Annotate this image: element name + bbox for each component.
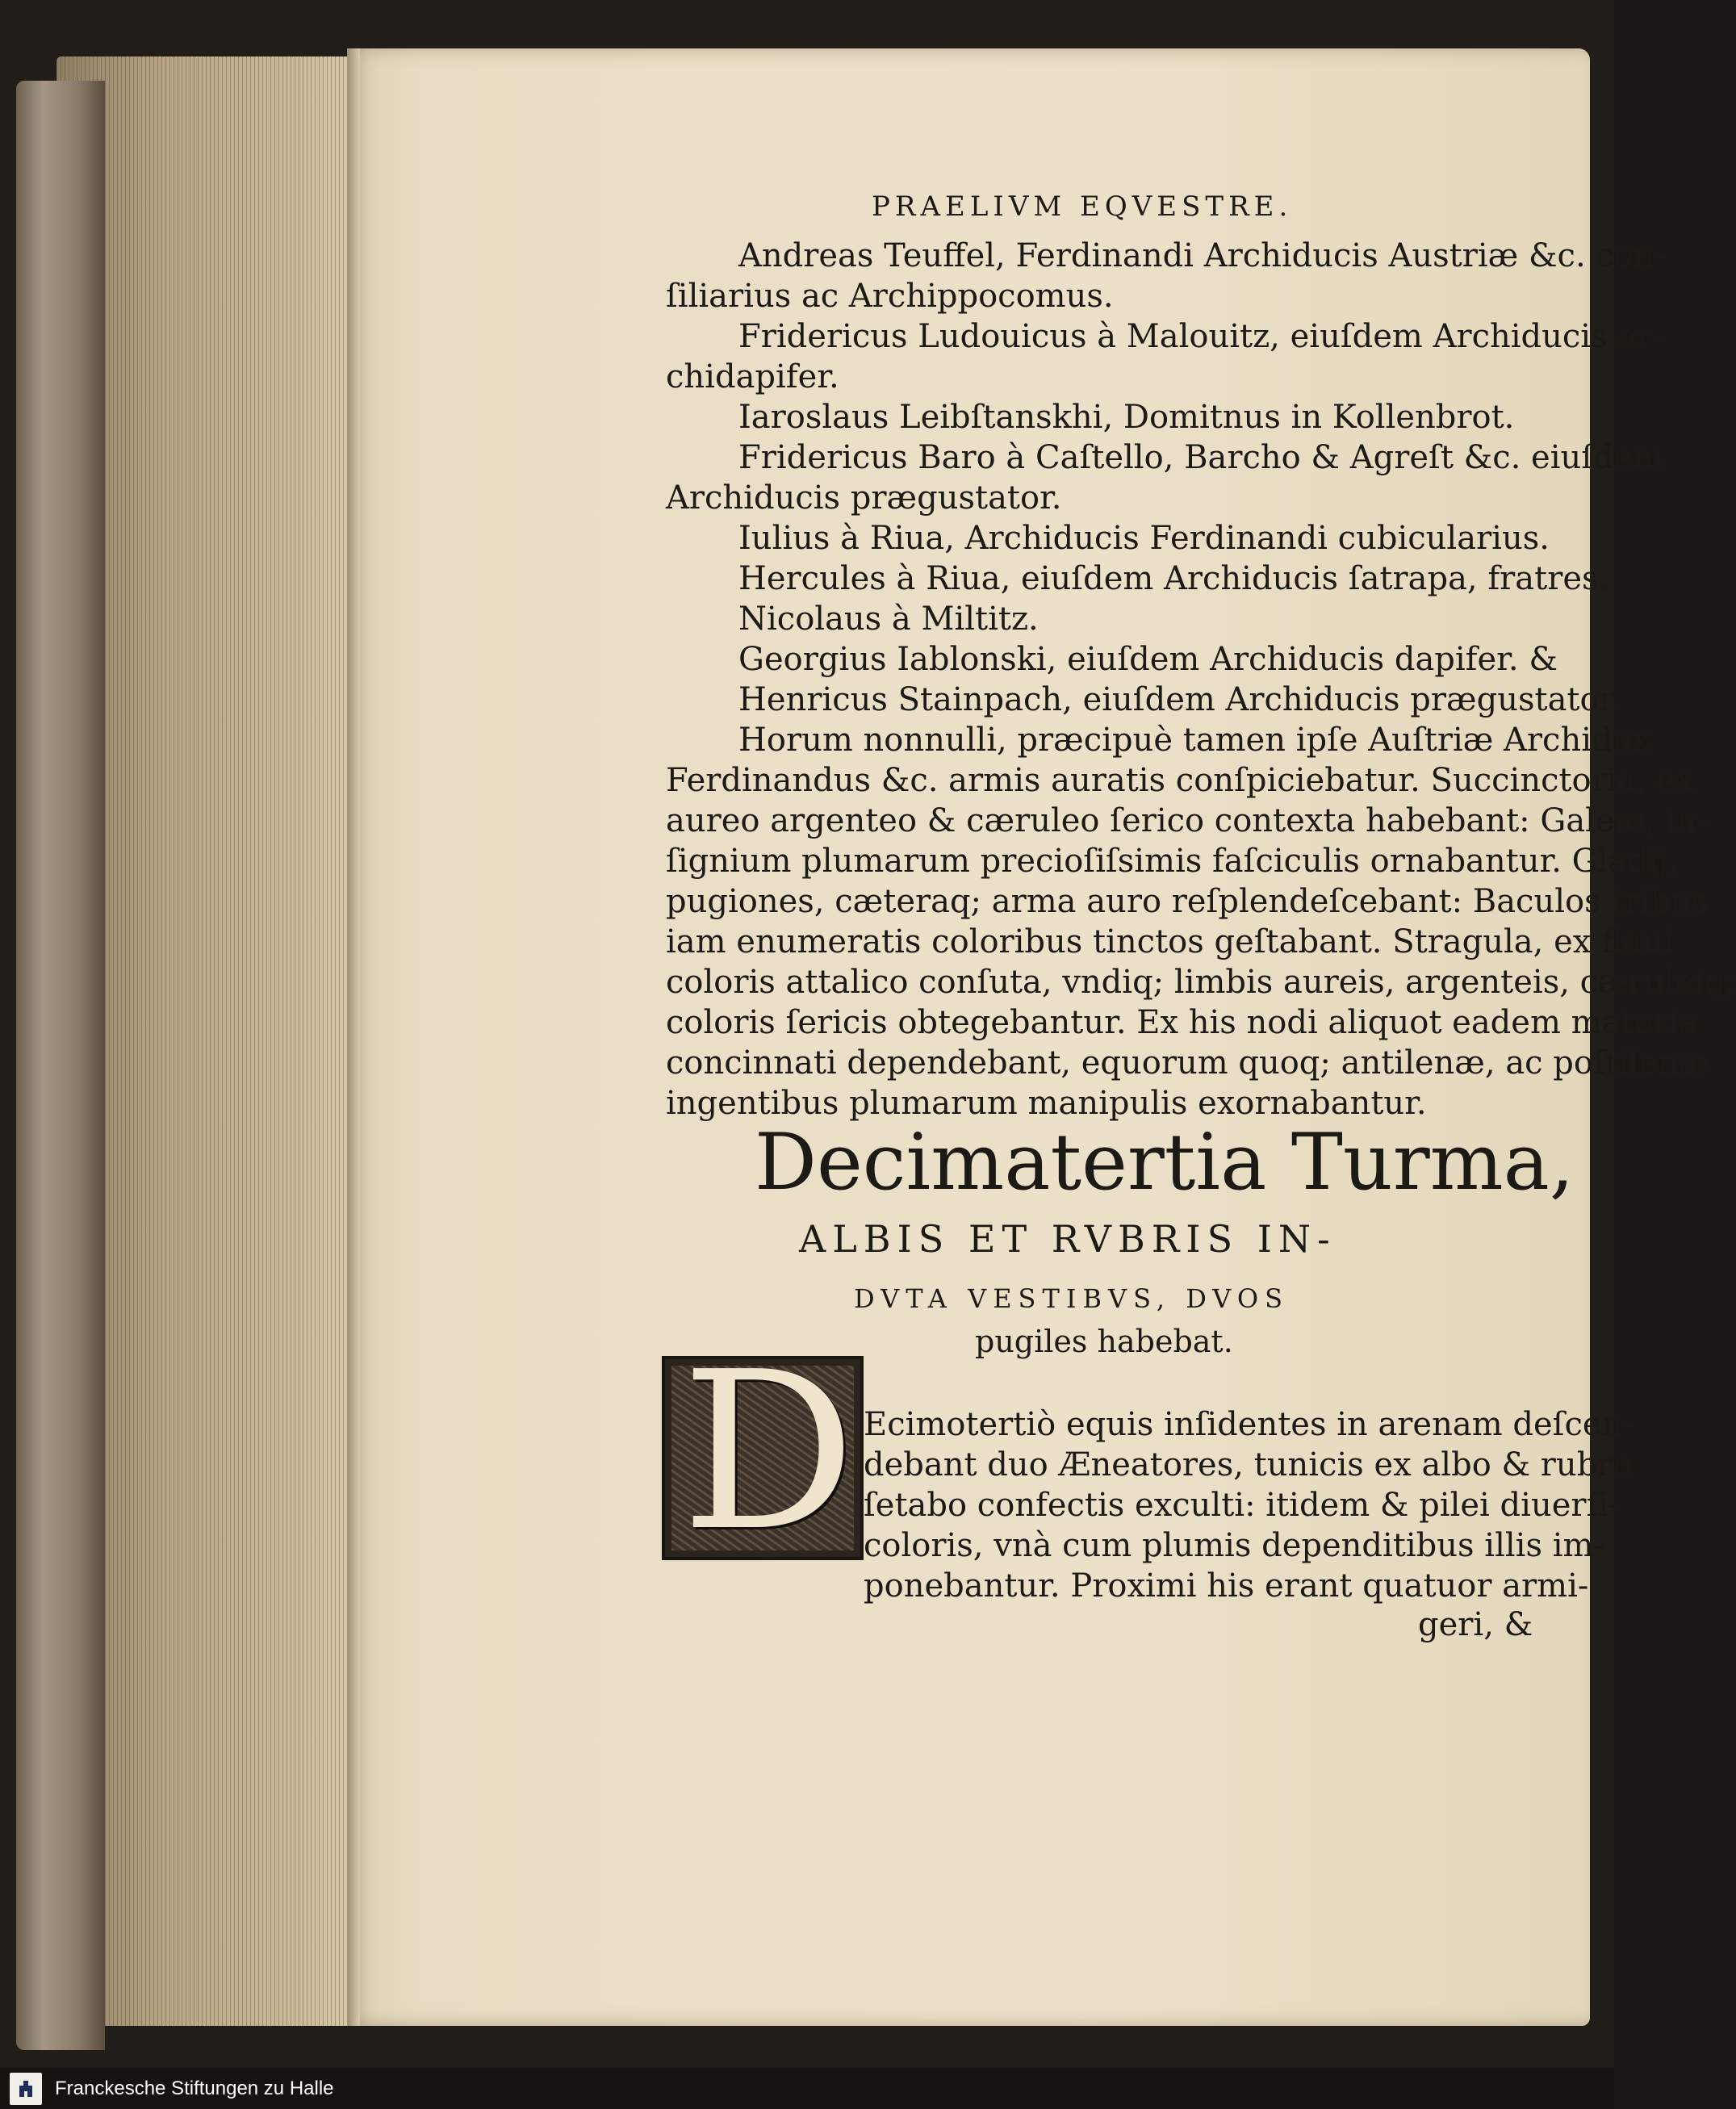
page-gutter <box>347 48 360 2026</box>
paragraph-line: Horum nonnulli, præcipuè tamen ipſe Auſtriæ Archidux <box>738 722 1651 759</box>
entry-line: Nicolaus à Miltitz. <box>738 600 1039 638</box>
institution-name[interactable]: Franckesche Stiftungen zu Halle <box>55 2077 334 2099</box>
book-cover <box>16 81 105 2050</box>
section-subtitle-2: DVTA VESTIBVS, DVOS <box>854 1283 1289 1314</box>
section-subtitle-3: pugiles habebat. <box>975 1324 1233 1359</box>
entry-line: Hercules à Riua, eiuſdem Archiducis ſatrapa, fratres. <box>738 560 1609 597</box>
paragraph-line: Ecimotertiò equis inſidentes in arenam deſcen- <box>864 1406 1634 1443</box>
paragraph-line: iam enumeratis coloribus tinctos geſtabant. Stragula, ex flaui <box>666 923 1674 960</box>
decorated-initial <box>662 1324 864 1579</box>
paragraph-line: pugiones, cæteraq; arma auro reſplendeſcebant: Baculos tribus <box>666 883 1709 920</box>
catchword: geri, & <box>1418 1606 1533 1643</box>
entry-line: Andreas Teuffel, Ferdinandi Archiducis Austriæ &c. con- <box>738 237 1666 274</box>
paragraph-line: debant duo Æneatores, tunicis ex albo & rubro <box>864 1446 1633 1483</box>
entry-line: Henricus Stainpach, eiuſdem Archiducis prægustator. <box>738 681 1622 718</box>
entry-line: ſiliarius ac Archippocomus. <box>666 278 1114 315</box>
paragraph-line: coloris ſericis obtegebantur. Ex his nodi aliquot eadem materia <box>666 1004 1698 1041</box>
running-head: PRAELIVM EQVESTRE. <box>872 190 1293 223</box>
paragraph-line: aureo argenteo & cæruleo ſerico contexta habebant: Galeæ, in- <box>666 802 1708 839</box>
paragraph-line: ſignium plumarum precioſiſsimis faſciculis ornabantur. Gladij, <box>666 843 1679 880</box>
paragraph-line: ſetabo confectis exculti: itidem & pilei diuerſi- <box>864 1487 1620 1524</box>
paragraph-line: ponebantur. Proximi his erant quatuor armi- <box>864 1567 1589 1605</box>
entry-line: Iulius à Riua, Archiducis Ferdinandi cubicularius. <box>738 520 1550 557</box>
entry-line: Georgius Iablonski, eiuſdem Archiducis dapifer. & <box>738 641 1558 678</box>
entry-line: chidapifer. <box>666 358 839 395</box>
paragraph-line: concinnati dependebant, equorum quoq; antilenæ, ac poſtilenæ <box>666 1044 1709 1082</box>
entry-line: Iaroslaus Leibſtanskhi, Domitnus in Kollenbrot. <box>738 399 1515 436</box>
institution-logo-icon[interactable] <box>10 2073 42 2105</box>
section-heading: Decimatertia Turma, <box>755 1117 1575 1207</box>
entry-line: Fridericus Ludouicus à Malouitz, eiuſdem Archiducis ar- <box>738 318 1663 355</box>
name-list <box>666 236 1736 1124</box>
paragraph-line: coloris attalico conſuta, vndiq; limbis aureis, argenteis, cæruleiq; <box>666 964 1736 1001</box>
section-subtitle-1: ALBIS ET RVBRIS IN- <box>799 1217 1337 1261</box>
entry-line: Archiducis prægustator. <box>666 479 1062 517</box>
paragraph-line: ingentibus plumarum manipulis exornabantur. <box>666 1085 1427 1122</box>
entry-line: Fridericus Baro à Caſtello, Barcho & Agreſt &c. eiuſdem <box>738 439 1664 476</box>
initial-letter: D <box>681 1324 856 1579</box>
viewer-footer <box>0 2068 1614 2109</box>
paragraph-line: Ferdinandus &c. armis auratis conſpiciebatur. Succinctoria, ex <box>666 762 1695 799</box>
paragraph-line: coloris, vnà cum plumis dependitibus illis im- <box>864 1527 1604 1564</box>
dropcap-paragraph <box>864 1404 1634 1606</box>
